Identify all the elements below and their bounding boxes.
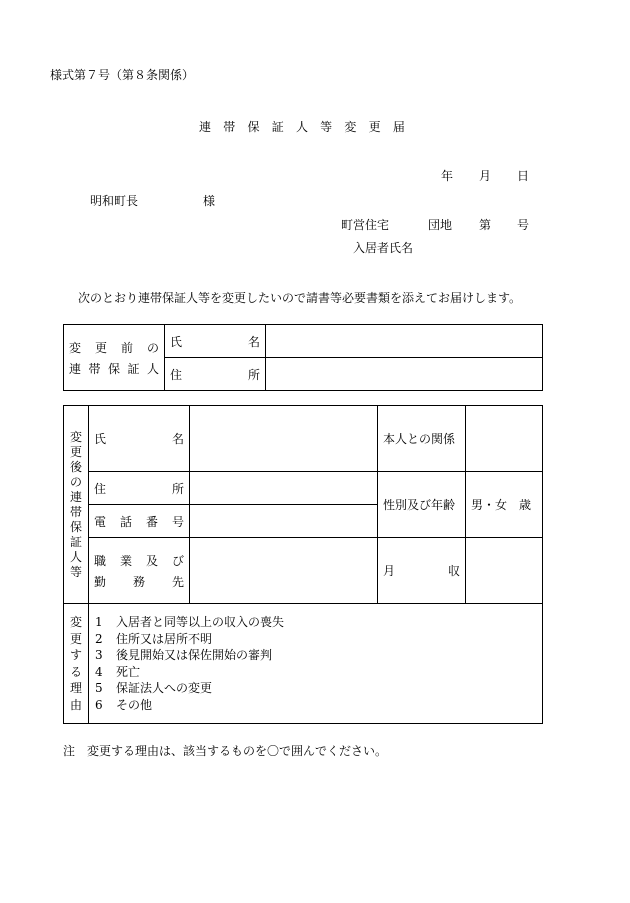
phone-label-char: 番 (145, 514, 158, 529)
phone-label-char: 電 (94, 514, 107, 529)
reason-text: 入居者と同等以上の収入の喪失 (116, 615, 285, 629)
housing-label: 町営住宅 (341, 218, 390, 232)
income-field[interactable] (466, 538, 543, 604)
before-header-char: の (146, 340, 159, 355)
reason-text: 後見開始又は保佐開始の審判 (116, 648, 273, 662)
footnote: 注 変更する理由は、該当するものを〇で囲んでください。 (63, 744, 388, 758)
income-label (383, 562, 460, 579)
form-number: 様式第７号（第８条関係） (50, 68, 195, 82)
after-name-label-cell (89, 406, 190, 472)
reasons-list (95, 614, 536, 713)
after-name-label-char: 氏 (94, 432, 107, 446)
reason-number: 1 (95, 615, 103, 629)
document-title (199, 120, 405, 134)
title-char: 等 (320, 120, 333, 134)
addressee-name: 明和町長 (90, 194, 139, 208)
reason-side-label-char: す (69, 648, 82, 662)
before-address-label-cell (165, 358, 266, 391)
sex-age-field[interactable]: 男・女 歳 (466, 472, 543, 538)
reasons-cell[interactable] (89, 604, 543, 724)
phone-label (94, 513, 184, 530)
reason-item[interactable] (95, 647, 536, 664)
income-label-char: 月 (383, 564, 396, 578)
after-address-field[interactable] (190, 472, 378, 505)
before-header-char: 前 (120, 340, 133, 355)
reason-number: 4 (95, 664, 103, 679)
after-address-label-char: 住 (94, 481, 107, 496)
before-header-line2 (69, 360, 159, 377)
reason-item[interactable] (95, 631, 536, 648)
housing-danchi: 団地 (428, 218, 453, 232)
title-char: 更 (368, 120, 381, 134)
after-side-label-char: 更 (69, 444, 82, 459)
title-char: 変 (344, 120, 357, 134)
before-header-char: 保 (107, 361, 120, 376)
after-side-label-char: の (69, 474, 82, 489)
after-name-label-char: 名 (171, 432, 184, 446)
title-char: 帯 (223, 120, 236, 134)
reason-number: 2 (95, 631, 103, 646)
job-label-char: 務 (132, 574, 145, 589)
income-label-char: 収 (447, 564, 460, 578)
after-name-label (94, 430, 184, 447)
title-char: 連 (199, 120, 212, 134)
before-header-char: 更 (94, 340, 107, 355)
after-address-label-cell (89, 472, 190, 505)
resident-name-label: 入居者氏名 (353, 241, 414, 255)
reason-side-label (64, 614, 88, 713)
job-label-char: び (171, 553, 184, 568)
reason-number: 6 (95, 697, 103, 712)
title-char: 証 (271, 120, 284, 134)
phone-label-cell (89, 505, 190, 538)
housing-dai: 第 (479, 218, 492, 232)
reason-side-label-cell (64, 604, 89, 724)
after-side-label-char: 変 (69, 429, 82, 444)
addressee-honorific: 様 (203, 194, 216, 208)
reason-side-label-char: る (69, 664, 82, 679)
before-address-label-char: 所 (247, 367, 260, 382)
reason-text: 住所又は居所不明 (116, 631, 213, 646)
intro-text: 次のとおり連帯保証人等を変更したいので請書等必要書類を添えてお届けします。 (78, 291, 522, 305)
before-address-label (170, 366, 260, 383)
after-name-field[interactable] (190, 406, 378, 472)
relation-field[interactable] (466, 406, 543, 472)
job-label-char: 勤 (94, 574, 107, 589)
before-header-line1 (69, 339, 159, 356)
before-header-char: 証 (127, 361, 140, 376)
income-label-cell (378, 538, 466, 604)
job-label-char: 業 (119, 553, 132, 568)
sex-age-label: 性別及び年齢 (378, 472, 466, 538)
after-side-label-cell (64, 406, 89, 604)
reason-number: 5 (95, 681, 103, 695)
before-header-char: 帯 (88, 361, 101, 376)
job-label-char: 先 (171, 574, 184, 589)
after-address-label (94, 480, 184, 497)
after-side-label-char: 後 (69, 459, 82, 474)
date-day: 日 (517, 169, 530, 183)
job-label-line2 (94, 573, 184, 590)
housing-go: 号 (517, 218, 530, 232)
after-side-label-char: 保 (69, 519, 82, 534)
reason-text: 保証法人への変更 (116, 681, 213, 695)
before-address-field[interactable] (266, 358, 543, 391)
before-name-label-char: 氏 (170, 334, 183, 349)
reason-item[interactable] (95, 614, 536, 631)
reason-item[interactable] (95, 664, 536, 681)
title-char: 人 (295, 120, 308, 134)
reason-number: 3 (95, 648, 103, 662)
after-side-label-char: 連 (69, 489, 82, 504)
reason-side-label-char: 理 (69, 681, 82, 695)
reason-text: その他 (116, 697, 153, 712)
job-label-cell (89, 538, 190, 604)
after-side-label-char: 等 (69, 564, 82, 579)
date-year: 年 (441, 169, 454, 183)
before-header-char: 連 (69, 361, 82, 376)
reason-side-label-char: 変 (69, 615, 82, 629)
date-month: 月 (479, 169, 492, 183)
reason-item[interactable] (95, 697, 536, 714)
after-side-label-char: 帯 (69, 504, 82, 519)
title-char: 保 (247, 120, 260, 134)
reason-item[interactable] (95, 680, 536, 697)
phone-field[interactable] (190, 505, 378, 538)
reason-side-label-char: 由 (69, 697, 82, 712)
phone-label-char: 号 (171, 514, 184, 529)
before-header-cell (64, 325, 165, 391)
reason-text: 死亡 (116, 664, 141, 679)
job-label-char: 及 (145, 553, 158, 568)
before-name-label-cell (165, 325, 266, 358)
before-name-label (170, 333, 260, 350)
before-guarantor-table (63, 324, 543, 391)
before-header-char: 変 (69, 340, 82, 355)
after-side-label (64, 430, 88, 580)
reason-side-label-char: 更 (69, 631, 82, 646)
before-address-label-char: 住 (170, 367, 183, 382)
job-label-line1 (94, 552, 184, 569)
job-field[interactable] (190, 538, 378, 604)
after-side-label-char: 証 (69, 534, 82, 549)
after-address-label-char: 所 (171, 481, 184, 496)
phone-label-char: 話 (119, 514, 132, 529)
job-label-char: 職 (94, 553, 107, 568)
title-char: 届 (392, 120, 405, 134)
after-side-label-char: 人 (69, 549, 82, 564)
before-name-field[interactable] (266, 325, 543, 358)
after-guarantor-table (63, 405, 543, 724)
before-header-char: 人 (146, 361, 159, 376)
before-name-label-char: 名 (247, 334, 260, 349)
relation-label: 本人との関係 (378, 406, 466, 472)
